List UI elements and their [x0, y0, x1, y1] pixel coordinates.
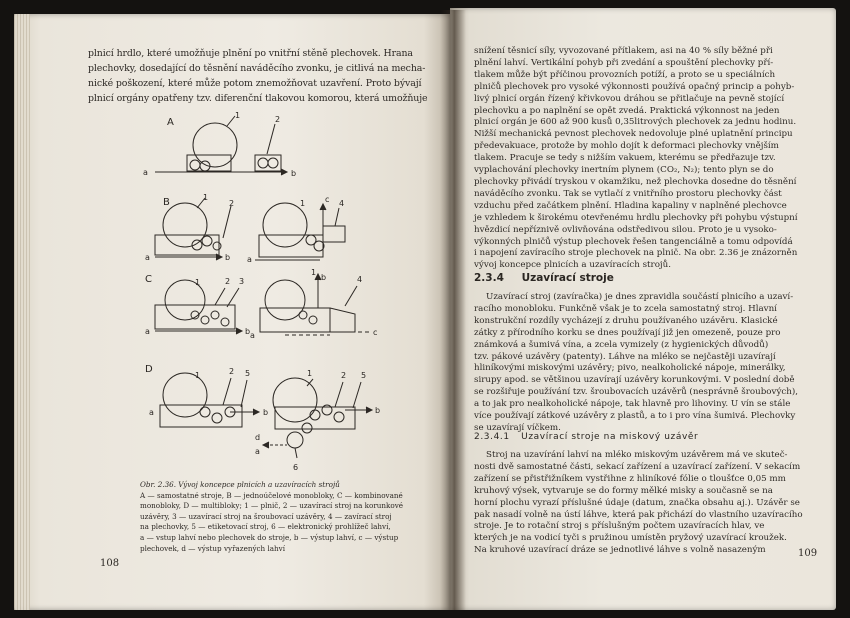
text-line: vyplachování plechovky inertním plynem (CO₂, N₂); tento plyn se do — [474, 165, 774, 176]
text-line: sirupy apod. se většinou uzavírají uzávěry korunkovými. V poslední době — [474, 375, 795, 386]
text-line: tlakem. Pracuje se tedy s nižším vakuem, kterému se předřazuje tzv. — [474, 153, 776, 164]
flow-label: d — [255, 433, 261, 442]
num-label: 2 — [341, 371, 347, 380]
row-label-c: C — [145, 274, 152, 285]
text-line: kruhový výsek, vytvaruje se do formy mělké misky a současně se na — [474, 485, 773, 496]
caption-line: Obr. 2.36. Vývoj koncepce plnicích a uzavíracích strojů — [140, 480, 340, 489]
text-line: Stroj na uzavírání lahví na mléko miskovým uzávěrem má ve skuteč- — [486, 450, 788, 460]
figure-2-36 — [135, 110, 435, 480]
flow-label: c — [325, 195, 330, 204]
num-label: 5 — [361, 371, 367, 380]
text-line: kterých je na vodicí tyči s pružinou umístěn pryžový uzavírací kroužek. — [474, 533, 787, 544]
row-label-d: D — [145, 364, 153, 375]
text-line: plnicí orgány opatřeny tzv. diferenční tlakovou komorou, která umožňuje — [88, 93, 428, 105]
text-line: plechovku a po naplnění se opět zvedá. Praktická výkonnost na jeden — [474, 105, 780, 116]
num-label: 4 — [357, 275, 363, 284]
subsection-heading — [474, 432, 698, 442]
text-line: tlakem může být příčinou provozních potíží, a proto se u speciálních — [474, 69, 776, 80]
caption-line: uzávěry, 3 — uzavírací stroj na šroubovací uzávěry, 4 — zavírací stroj — [140, 511, 392, 521]
flow-label: a — [247, 255, 252, 264]
text-line: livý plnicí orgán řízený křivkovou dráhou se přitlačuje na pevně stojící — [474, 93, 785, 104]
text-line: snížení těsnicí síly, vyvozované přítlakem, asi na 40 % síly běžné při — [474, 46, 773, 56]
text-line: zařízení se přistřižníkem vystřihne z hliníkové fólie o tloušťce 0,05 mm — [474, 473, 786, 484]
caption-line: plechovek, d — výstup vyřazených lahví — [140, 543, 286, 553]
flow-label: b — [263, 408, 269, 417]
num-label: 1 — [307, 369, 313, 378]
num-label: 2 — [225, 277, 231, 286]
num-label: 1 — [300, 199, 306, 208]
text-line: horní plochu vyrazí příslušné údaje (datum, značka obsahu aj.). Uzávěr se — [474, 497, 800, 508]
num-label: 1 — [195, 371, 201, 380]
right-paragraph-1 — [474, 46, 820, 272]
figure-caption — [140, 480, 430, 554]
text-line: nické poškození, které může potom znemožňovat uzavření. Proto bývají — [88, 78, 422, 90]
text-line: stroje. Je to rotační stroj s příslušným počtem uzavíracích hlav, ve — [474, 521, 765, 532]
text-line: více používají zátkové uzávěry z plastů, a to i pro vína šumivá. Plechovky — [474, 411, 796, 422]
text-line: i napojení zavíracího stroje plechovek na plnič. Na obr. 2.36 je znázorněn — [474, 248, 798, 259]
text-line: pak nasadí volně na ústí láhve, která pak přichází do vlastního uzavíracího — [474, 509, 803, 520]
right-page-number: 109 — [798, 548, 818, 559]
num-label: 1 — [311, 268, 317, 277]
text-line: plničů plechovek pro vysoké výkonnosti používá opačný princip a pohyb- — [474, 81, 795, 92]
flow-label: a — [145, 253, 150, 262]
caption-line: a — vstup lahví nebo plechovek do stroje, b — výstup lahví, c — výstup — [140, 532, 399, 542]
num-label: 3 — [239, 277, 245, 286]
text-line: výkonných plničů výstup plechovek řešen tangenciálně a tomu odpovídá — [474, 236, 793, 247]
flow-label: b — [291, 169, 297, 178]
section-heading — [474, 272, 614, 284]
num-label: 1 — [195, 278, 201, 287]
text-line: zátky z přírodního korku se dnes používají již jen omezeně, pouze pro — [474, 327, 781, 338]
section-number: 2.3.4 — [474, 272, 504, 284]
num-label: 6 — [293, 463, 299, 472]
text-line: konstrukční rozdíly vycházejí z druhu používaného uzávěru. Klasické — [474, 315, 778, 326]
caption-line: monobloky, D — multibloky; 1 — plnič, 2 — uzavírací stroj na korunkové — [140, 501, 404, 511]
section-title: Uzavírací stroje — [521, 272, 614, 284]
caption-line: na plechovky, 5 — etiketovací stroj, 6 — elektronický prohlížeč lahví, — [140, 522, 391, 532]
flow-label: a — [250, 331, 255, 340]
flow-label: b — [225, 253, 231, 262]
num-label: 2 — [229, 199, 235, 208]
flow-label: a — [255, 447, 260, 456]
num-label: 1 — [203, 193, 209, 202]
text-line: je vzhledem k širokému otevřenému hrdlu plechovky při pohybu výstupní — [474, 212, 798, 223]
flow-label: a — [145, 327, 150, 336]
text-line: nosti dvě samostatné části, sekací zařízení a uzavírací zařízení. V sekacím — [474, 461, 801, 472]
num-label: 2 — [229, 367, 235, 376]
flow-label: c — [373, 328, 378, 337]
text-line: Nižší mechanická pevnost plechovek nedovoluje plné uplatnění principu — [474, 129, 793, 140]
text-line: plnicí orgán je 600 až 900 kusů 0,35litrových plechovek za jednu hodinu. — [474, 117, 797, 128]
right-paragraph-2 — [474, 292, 820, 435]
text-line: tzv. pákové uzávěry (patenty). Láhve na mléko se nejčastěji uzavírají — [474, 351, 776, 362]
text-line: plnicí hrdlo, které umožňuje plnění po vnitřní stěně plechovek. Hrana — [88, 48, 413, 59]
subsection-title: Uzavírací stroje na miskový uzávěr — [521, 432, 699, 442]
num-label: 4 — [339, 199, 345, 208]
text-line: a to jak pro nealkoholické nápoje, tak hlavně pro lihoviny. U vín se stále — [474, 399, 791, 410]
text-line: hvězdicí nepříznivě ovlivňována odstředivou silou. Proto je u vysoko- — [474, 224, 777, 235]
book-gutter — [440, 10, 466, 610]
text-line: předevakuace, protože by mohlo dojít k deformaci plechovky vnějším — [474, 141, 779, 152]
text-line: Na kruhové uzavírací dráze se jednotlivé láhve s volně nasazeným — [474, 545, 766, 556]
flow-label: b — [321, 273, 327, 282]
text-line: známková a šumivá vína, a zcela vymizely (z hygienických důvodů) — [474, 339, 769, 350]
text-line: se rozšiřuje používání tzv. šroubovacích uzávěrů (nesprávně šroubových), — [474, 387, 798, 398]
row-label-a: A — [167, 117, 174, 128]
flow-label: a — [149, 408, 154, 417]
page-edges — [14, 14, 30, 610]
row-label-b: B — [163, 197, 170, 208]
text-line: vývoj koncepce plnicích a uzavíracích strojů. — [474, 260, 671, 271]
left-page-number: 108 — [100, 558, 120, 569]
text-line: Uzavírací stroj (zavíračka) je dnes zpravidla součástí plnicího a uzaví- — [486, 292, 794, 302]
flow-label: b — [375, 406, 381, 415]
flow-label: a — [143, 168, 148, 177]
text-line: plechovky, dosedající do těsnění naváděcího zvonku, je citlivá na mecha- — [88, 63, 426, 75]
text-line: plnění lahví. Vertikální pohyb při zvedání a spouštění plechovky pří- — [474, 57, 774, 68]
subsection-number: 2.3.4.1 — [474, 432, 510, 442]
text-line: hliníkovými miskovými uzávěry; pivo, nealkoholické nápoje, minerálky, — [474, 363, 786, 374]
right-paragraph-3 — [474, 450, 820, 557]
num-label: 2 — [275, 115, 281, 124]
num-label: 1 — [235, 111, 241, 120]
caption-line: A — samostatné stroje, B — jednoúčelové monobloky, C — kombinované — [140, 490, 403, 500]
text-line: se uzavírají víčkem. — [474, 422, 561, 433]
filler-circle — [193, 123, 237, 167]
left-intro-paragraph — [88, 46, 428, 106]
text-line: plechovky přivádí tryskou v okamžiku, než plechovka dosedne do těsnění — [474, 176, 797, 187]
text-line: racího monobloku. Funkčně však je to zcela samostatný stroj. Hlavní — [474, 303, 777, 314]
text-line: naváděcího zvonku. Tak se vytlačí z vnitřního prostoru plechovky část — [474, 188, 782, 199]
text-line: vzduchu před začátkem plnění. Hladina kapaliny v naplněné plechovce — [474, 200, 787, 211]
num-label: 5 — [245, 369, 251, 378]
flow-label: b — [245, 327, 251, 336]
